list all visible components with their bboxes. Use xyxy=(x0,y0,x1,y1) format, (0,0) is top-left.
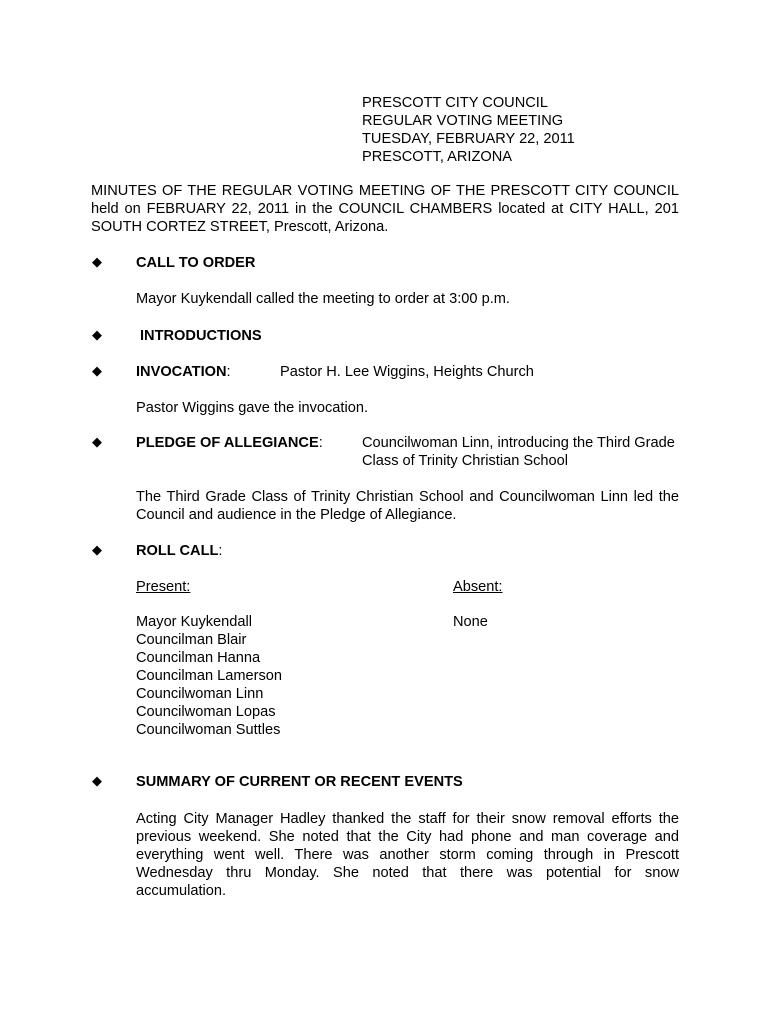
invocation-text: Pastor Wiggins gave the invocation. xyxy=(136,400,369,416)
diamond-bullet-icon: ◆ xyxy=(92,254,102,269)
section-heading-call-to-order: CALL TO ORDER xyxy=(136,255,256,271)
list-item: None xyxy=(453,614,488,630)
header-line-date: TUESDAY, FEBRUARY 22, 2011 xyxy=(362,131,575,147)
invocation-colon: : xyxy=(226,364,231,380)
roll-call-colon: : xyxy=(218,543,223,559)
list-item: Councilwoman Linn xyxy=(136,686,264,702)
present-label: Present: xyxy=(136,579,191,595)
pledge-detail xyxy=(362,434,675,470)
list-item: Councilman Blair xyxy=(136,632,247,648)
invocation-detail: Pastor H. Lee Wiggins, Heights Church xyxy=(280,364,534,380)
section-heading-introductions: INTRODUCTIONS xyxy=(140,328,262,344)
list-item: Councilman Hanna xyxy=(136,650,261,666)
section-heading-summary: SUMMARY OF CURRENT OR RECENT EVENTS xyxy=(136,774,463,790)
header-line-meeting-type: REGULAR VOTING MEETING xyxy=(362,113,564,129)
diamond-bullet-icon: ◆ xyxy=(92,434,102,449)
section-heading-invocation xyxy=(136,363,231,381)
diamond-bullet-icon: ◆ xyxy=(92,542,102,557)
roll-call-heading-label: ROLL CALL xyxy=(136,543,219,559)
section-heading-roll-call xyxy=(136,542,222,560)
header-line-council: PRESCOTT CITY COUNCIL xyxy=(362,95,548,111)
list-item: Councilwoman Suttles xyxy=(136,722,281,738)
diamond-bullet-icon: ◆ xyxy=(92,773,102,788)
pledge-heading-label: PLEDGE OF ALLEGIANCE xyxy=(136,435,319,451)
present-list xyxy=(136,613,282,739)
header-line-location: PRESCOTT, ARIZONA xyxy=(362,149,513,165)
absent-list xyxy=(453,613,488,631)
summary-text: Acting City Manager Hadley thanked the staff for their snow removal efforts the previous weekend. She noted that the City had phone and man coverage and everything went well. There was another storm coming through in Prescott Wednesday thru Monday. She noted that there was potential for snow accumulation. xyxy=(136,811,679,899)
intro-paragraph: MINUTES OF THE REGULAR VOTING MEETING OF THE PRESCOTT CITY COUNCIL held on FEBRUARY 22, 2011 in the COUNCIL CHAMBERS located at CITY HALL, 201 SOUTH CORTEZ STREET, Prescott, Arizona. xyxy=(91,183,679,235)
call-to-order-text: Mayor Kuykendall called the meeting to order at 3:00 p.m. xyxy=(136,291,510,307)
pledge-detail-line-2: Class of Trinity Christian School xyxy=(362,453,569,469)
pledge-colon: : xyxy=(318,435,323,451)
invocation-heading-label: INVOCATION xyxy=(136,364,227,380)
list-item: Councilman Lamerson xyxy=(136,668,283,684)
section-heading-pledge xyxy=(136,434,323,452)
pledge-text: The Third Grade Class of Trinity Christian School and Councilwoman Linn led the Council and audience in the Pledge of Allegiance. xyxy=(136,489,679,523)
document-header xyxy=(362,94,575,166)
diamond-bullet-icon: ◆ xyxy=(92,327,102,342)
list-item: Mayor Kuykendall xyxy=(136,614,252,630)
list-item: Councilwoman Lopas xyxy=(136,704,276,720)
absent-label: Absent: xyxy=(453,579,503,595)
diamond-bullet-icon: ◆ xyxy=(92,363,102,378)
pledge-detail-line-1: Councilwoman Linn, introducing the Third Grade xyxy=(362,435,675,451)
